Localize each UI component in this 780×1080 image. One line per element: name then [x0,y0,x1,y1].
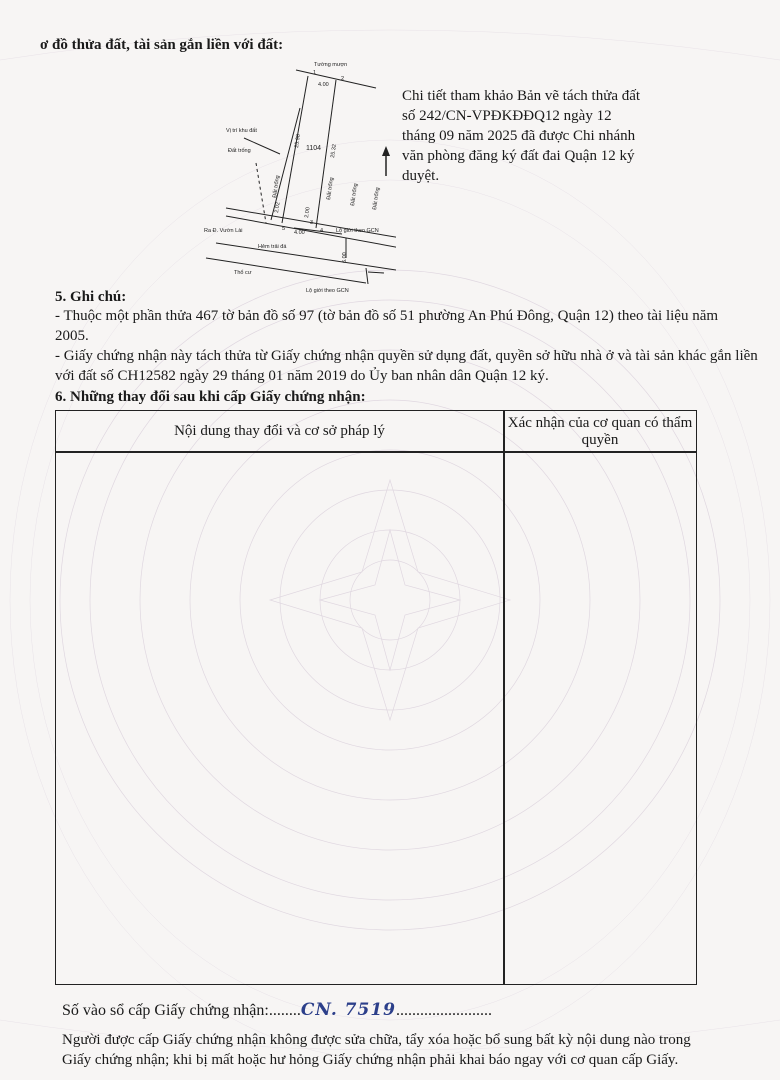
sketch-dimension: 6.00 [342,252,348,263]
north-arrow-icon [382,146,390,176]
sketch-label: Đất trống [372,187,382,211]
serial-number: CN. 7519 [300,1000,396,1020]
sketch-dimension: 25.98 [294,133,302,149]
column-header-content: Nội dung thay đổi và cơ sở pháp lý [174,423,385,439]
section-4-title: ơ đồ thửa đất, tài sản gắn liền với đất: [40,37,284,53]
table-divider [503,411,505,984]
sketch-label: Đất trống [272,175,282,199]
sketch-dimension: 4.00 [318,82,329,88]
sketch-node-3: 3 [310,220,314,226]
sketch-label: Lộ giới theo GCN [306,288,349,294]
sketch-label: Đất trống [326,177,336,201]
sketch-reference-note: Chi tiết tham khảo Bản vẽ tách thửa đất số 242/CN-VPĐKĐĐQ12 ngày 12 tháng 09 năm 2025 đã được Chi nhánh văn phòng đăng ký đất đai Quận 12 ký duyệt. [402,88,641,184]
table-divider [56,451,696,453]
column-header-confirmation: Xác nhận của cơ quan có thẩm quyền [507,415,693,448]
warning-text: Người được cấp Giấy chứng nhận không được sửa chữa, tẩy xóa hoặc bổ sung bất kỳ nội dung nào trong [62,1032,691,1048]
changes-table [55,410,697,985]
serial-label: Số vào sổ cấp Giấy chứng nhận:........ [62,1002,301,1019]
parcel-sketch [196,58,396,314]
sketch-label: Đất trống [228,148,251,154]
sketch-dimension: 4.00 [294,230,305,236]
sketch-label: Lộ giới theo GCN [336,228,379,234]
sketch-label: Thổ cư [234,270,252,276]
sketch-label: Ra Đ. Vườn Lài [204,228,243,234]
section-5-title: 5. Ghi chú: [55,289,127,305]
sketch-node-2: 2 [341,76,345,82]
note-item: - Giấy chứng nhận này tách thửa từ Giấy chứng nhận quyền sử dụng đất, quyền sở hữu nhà ở và tài sản khác gắn liền với đất số CH12582 ngày 29 tháng 01 năm 2019 do Ủy ban nhân dân Quận 12 ký. [55,348,758,384]
sketch-label: Vị trí khu đất [226,128,257,134]
sketch-node-5: 5 [282,226,286,232]
sketch-parcel-number: 1104 [306,145,322,152]
sketch-node-4: 4 [320,228,324,234]
warning-text: Giấy chứng nhận; khi bị mất hoặc hư hỏng Giấy chứng nhận phải khai báo ngay với cơ quan cấp Giấy. [62,1052,679,1068]
serial-number-line [62,1000,492,1020]
sketch-label: Hẻm trải đá [258,244,287,250]
section-6-title: 6. Những thay đổi sau khi cấp Giấy chứng nhận: [55,389,366,405]
note-item: - Thuộc một phần thửa 467 tờ bản đồ số 97 (tờ bản đồ số 51 phường An Phú Đông, Quận 12) theo tài liệu năm 2005. [55,308,719,344]
sketch-node-1: 1 [313,70,317,76]
serial-dots: ........................ [396,1002,492,1019]
sketch-dimension: 2.02 [274,201,282,214]
sketch-dimension: 25.32 [330,143,338,159]
sketch-dimension: 2.00 [304,206,312,219]
sketch-label: Tường mượn [314,62,348,68]
sketch-label: Đất trống [350,183,360,207]
